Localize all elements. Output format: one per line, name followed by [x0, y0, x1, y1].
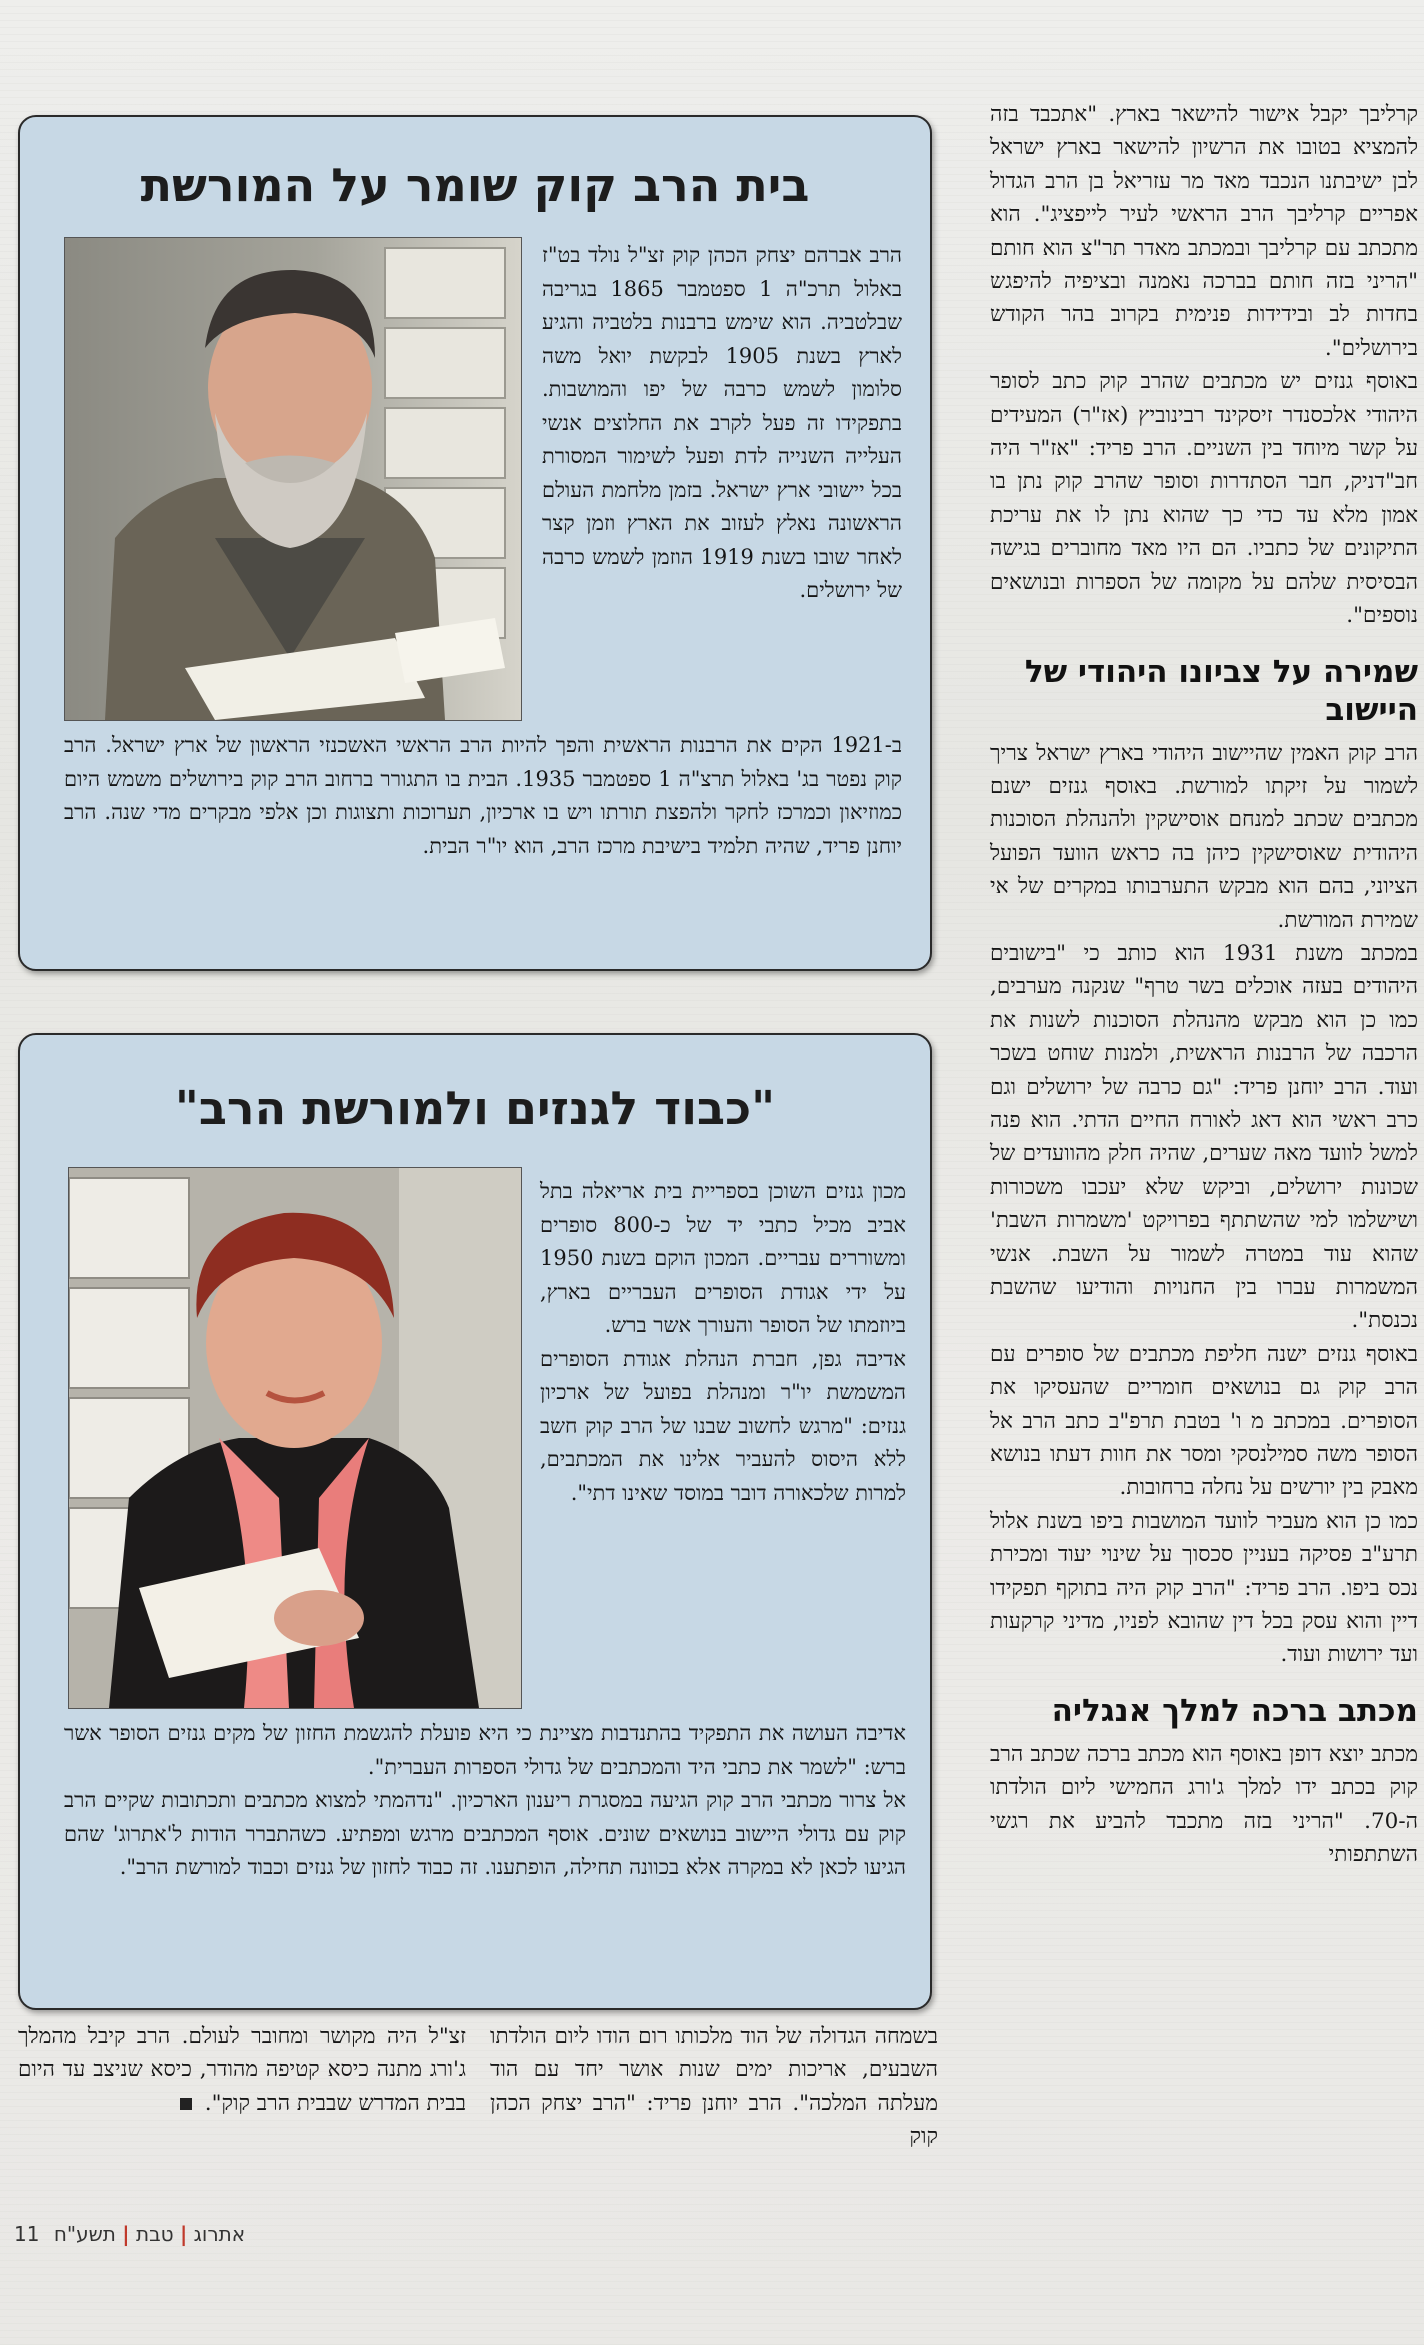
separator-icon: |: [180, 2222, 188, 2246]
box-title: "כבוד לגנזים ולמורשת הרב": [174, 1081, 776, 1135]
paragraph: באוסף גנזים יש מכתבים שהרב קוק כתב לסופר היהודי אלכסנדר זיסקינד רבינוביץ (אז"ר) המעידים על קשר מיוחד בין השניים. הרב פריד: "אז"ר היה חב"דניק, חבר הסתדרות וסופר שהרב קוק נתן בו אמון מלא עד כדי כך שהוא נתן לו את עריכת התיקונים של כתביו. הם היו מאד מחוברים בגישה הבסיסית שלהם על מקומה של הספרות ובנושאים נוספים".: [990, 369, 1418, 629]
box-text-genazim-wide: [64, 1717, 906, 1885]
sidebar-box-genazim: [18, 1033, 932, 2010]
page-number: 11: [14, 2222, 40, 2246]
box-text-wide: [64, 729, 902, 863]
paragraph: אדיבה העושה את התפקיד בהתנדבות מציינת כי היא פועלת להגשמת החזון של מקים גנזים הסופר אשר ברש: "לשמר את כתבי היד והמכתבים של גדולי הספרות העברית".: [64, 1721, 906, 1779]
bottom-left-column: [18, 2020, 466, 2120]
issue-month: טבת: [135, 2222, 174, 2246]
portrait-adiva-photo: [68, 1167, 522, 1709]
separator-icon: |: [122, 2222, 130, 2246]
paragraph: אל צרור מכתבי הרב קוק הגיעה במסגרת ריענון הארכיון. "נדהמתי למצוא מכתבים ותכתובות שקיים הרב קוק עם גדולי היישוב בנושאים שונים. אוסף המכתבים מרגש ומפתיע. כשהתברר הודות ל'אתרוג' שהם הגיעו לכאן לא במקרה אלא בכוונה תחילה, הופתענו. זה כבוד לחזון של גנזים וכבוד למורשת הרב".: [64, 1788, 906, 1879]
paragraph: [18, 2020, 466, 2120]
paragraph: באוסף גנזים ישנה חליפת מכתבים של סופרים עם הרב קוק גם בנושאים חומריים שהעסיקו את הסופרים. במכתב מ ו' בטבת תרפ"ב כתב הרב אל הסופר משה סמילנסקי ומסר את חוות דעתו בנושא מאבק בין יורשים על נחלה ברחובות.: [990, 1341, 1418, 1501]
paragraph: מכתב יוצא דופן באוסף הוא מכתב ברכה שכתב הרב קוק בכתב ידו למלך ג'ורג החמישי ליום הולדתו ה-70. "הריני בזה מתכבד להביע את רגשי השתתפותי: [990, 1741, 1418, 1868]
paragraph: הרב קוק האמין שהיישוב היהודי בארץ ישראל צריך לשמור על זיקתו למורשת. באוסף גנזים ישנם מכתבים שכתב למנחם אוסישקין ולהנהלת הסוכנות היהודית שאוסישקין כיהן בה כראש הוועד הפועל הציוני, בהם הוא מבקש התערבותו במקרים של אי שמירת המורשת.: [990, 740, 1418, 933]
portrait-rabbi-photo: [64, 237, 522, 721]
paragraph-text: זצ"ל היה מקושר ומחובר לעולם. הרב קיבל מהמלך ג'ורג מתנה כיסא קטיפה מהודר, כיסא שניצב עד היום בבית המדרש שבבית הרב קוק".: [18, 2024, 466, 2116]
paragraph: ב-1921 הקים את הרבנות הראשית והפך להיות הרב הראשי האשכנזי הראשון של ארץ ישראל. הרב קוק נפטר בג' באלול תרצ"ה 1 ספטמבר 1935. הבית בו התגורר ברחוב הרב קוק בירושלים משמש היום כמוזיאון וכמרכז לחקר ולהפצת תורתו ויש בו ארכיון, תערוכות ותצוגות וכן אלפי מבקרים מדי שנה. הרב יוחנן פריד, שהיה תלמיד בישיבת מרכז הרב, הוא יו"ר הבית.: [64, 733, 902, 858]
end-mark-icon: [180, 2098, 192, 2110]
paragraph: במכתב משנת 1931 הוא כותב כי "בישובים היהודים בעזה אוכלים בשר טרף" שנקנה מערבים, כמו כן הוא מבקש מהנהלת הסוכנות לשנות את הרכבה של הרבנות הראשית, ולמנות שוחט בשכר ועוד. הרב יוחנן פריד: "גם כרבה של ירושלים וגם כרב ראשי הוא דאג לאורח החיים הדתי. הוא פנה למשל לוועד מאה שערים, שהיה חלק מהוועדים של שכונות ירושלים, וביקש שלא יעכבו משכורות ושישלמו למי שהשתתף בפרויקט 'משמרות השבת' שהוא עוד במטרה לשמור על השבת. אנשי המשמרות עברו בין החנויות והודיעו שהשבת נכנסת".: [990, 940, 1418, 1334]
bottom-middle-column: [490, 2020, 938, 2154]
paragraph: כמו כן הוא מעביר לוועד המושבות ביפו בשנת אלול תרע"ב פסיקה בעניין סכסוך על שינוי יעוד ומכירת נכס ביפו. הרב פריד: "הרב קוק היה בתוקף תפקידו דיין והוא עסק בכל דין שהובא לפניו, מדיני קרקעות ועד ירושות ועוד.: [990, 1508, 1418, 1668]
page-footer: [14, 2222, 245, 2246]
box-text-genazim: [540, 1175, 906, 1510]
sidebar-box-kook-house: [18, 115, 932, 971]
paragraph: קרליבך יקבל אישור להישאר בארץ. "אתכבד בזה להמציא בטובו את הרשיון להישאר בארץ ישראל לבן ישיבתנו הנכבד מאד מר עזריאל בן הרב הגדול אפריים קרליבך הרב הראשי לעיר לייפציג". הוא מתכתב עם קרליבך ובמכתב מאדר תר"צ הוא חותם "הריני בזה חותם בברכה נאמנה ובציפיה להיפגש בחדות לב ובידידות פנימית בקרוב בהר הקודש בירושלים".: [990, 102, 1418, 361]
portrait-illustration: [65, 238, 521, 720]
paragraph: מכון גנזים השוכן בספריית בית אריאלה בתל אביב מכיל כתבי יד של כ-800 סופרים ומשוררים עבריים. המכון הוקם בשנת 1950 על ידי אגודת הסופרים העבריים בארץ, ביוזמתו של הסופר והעורך אשר ברש.: [540, 1179, 906, 1337]
subheading: שמירה על צביונו היהודי של היישוב: [1024, 653, 1418, 728]
paragraph: הרב אברהם יצחק הכהן קוק זצ"ל נולד בט"ז באלול תרכ"ה 1 ספטמבר 1865 בגריבה שבלטביה. הוא שימש ברבנות בלטביה והגיע לארץ בשנת 1905 לבקשת יואל משה סלומון לשמש כרבה של יפו והמושבות. בתפקידו זה פעל לקרב את החלוצים אנשי העלייה השנייה לדת ופעל לשימור המסורת בכל יישובי ארץ ישראל. בזמן מלחמת העולם הראשונה נאלץ לעזוב את הארץ וזמן קצר לאחר שובו בשנת 1919 הוזמן לשמש כרבה של ירושלים.: [542, 243, 903, 602]
paragraph: בשמחה הגדולה של הוד מלכותו רום הודו ליום הולדתו השבעים, אריכות ימים שנות אושר יחד עם הוד מעלתה המלכה". הרב יוחנן פריד: "הרב יצחק הכהן קוק: [490, 2024, 938, 2150]
paragraph: אדיבה גפן, חברת הנהלת אגודת הסופרים המשמשת יו"ר ומנהלת בפועל של ארכיון גנזים: "מרגש לחשוב שבנו של הרב קוק חשב ללא היסוס להעביר אלינו את המכתבים, למרות שלכאורה דובר במוסד שאינו דתי".: [540, 1346, 906, 1505]
subheading: מכתב ברכה למלך אנגליה: [1051, 1692, 1418, 1729]
box-title: בית הרב קוק שומר על המורשת: [140, 158, 810, 212]
magazine-name: אתרוג: [193, 2222, 246, 2246]
right-column: [990, 98, 1418, 1872]
portrait-illustration: [69, 1168, 521, 1708]
box-text-bio: [542, 239, 902, 608]
issue-year: תשע"ח: [53, 2222, 116, 2246]
